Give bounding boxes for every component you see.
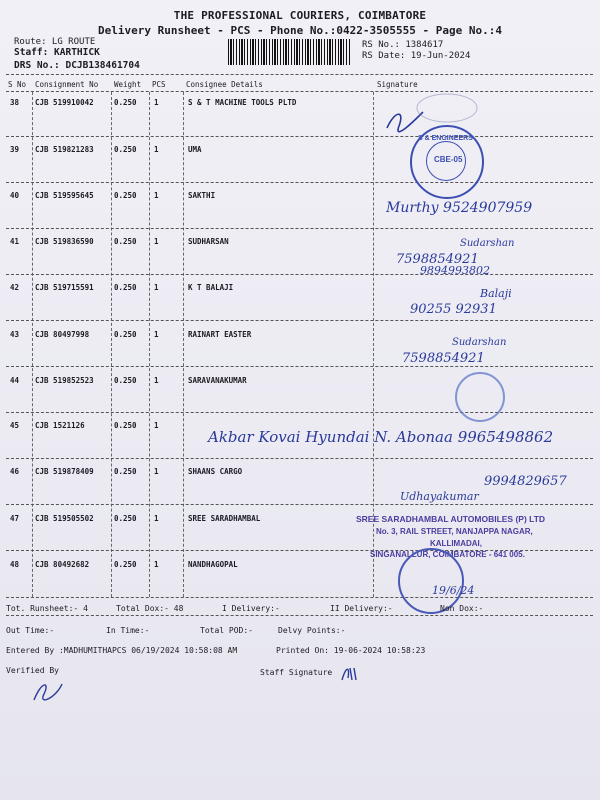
col-pcs: PCS <box>152 80 166 89</box>
seal-text: S & ENGINEERS <box>418 135 473 142</box>
row-weight: 0.250 <box>114 283 137 292</box>
total-dox: Total Dox:- 48 <box>116 604 184 613</box>
row-consignment: CJB 519505502 <box>35 514 94 523</box>
row-consignment: CJB 80497998 <box>35 330 90 339</box>
row-rule <box>6 274 593 275</box>
col-divider <box>111 92 112 597</box>
row-sno: 45 <box>10 421 20 430</box>
row-pcs: 1 <box>154 376 159 385</box>
row-weight: 0.250 <box>114 560 137 569</box>
row-sno: 46 <box>10 467 20 476</box>
address-stamp-line3: KALLIMADAI, <box>430 539 482 548</box>
row-consignee: SHAANS CARGO <box>188 467 243 476</box>
row-consignment: CJB 1521126 <box>35 421 85 430</box>
staff-label: Staff: KARTHICK <box>14 47 100 58</box>
row-consignee: SUDHARSAN <box>188 237 229 246</box>
col-weight: Weight <box>114 80 142 89</box>
row-sno: 42 <box>10 283 20 292</box>
row-consignment: CJB 519910042 <box>35 98 94 107</box>
signature-r45: Akbar Kovai Hyundai N. Abonaa 9965498862 <box>208 428 554 446</box>
company-name: THE PROFESSIONAL COURIERS, COIMBATORE <box>173 9 427 22</box>
row-pcs: 1 <box>154 330 159 339</box>
table-bottom-rule <box>6 597 593 598</box>
row-rule <box>6 136 593 137</box>
signature-r46-name: Udhayakumar <box>400 490 479 503</box>
address-stamp-line2: No. 3, RAIL STREET, NANJAPPA NAGAR, <box>376 527 533 536</box>
row-consignee: SARAVANAKUMAR <box>188 376 247 385</box>
signature-r48: 19/6/24 <box>432 584 475 597</box>
ii-delivery: II Delivery:- <box>330 604 393 613</box>
in-time: In Time:- <box>106 626 150 635</box>
col-consignment: Consignment No <box>35 80 99 89</box>
row-consignment: CJB 80492682 <box>35 560 90 569</box>
row-weight: 0.250 <box>114 191 137 200</box>
tot-runsheet: Tot. Runsheet:- 4 <box>6 604 88 613</box>
row-weight: 0.250 <box>114 145 137 154</box>
col-divider <box>32 92 33 597</box>
col-divider <box>183 92 184 597</box>
row-consignment: CJB 519715591 <box>35 283 94 292</box>
row-consignee: SREE SARADHAMBAL <box>188 514 261 523</box>
non-dox: Non Dox:- <box>440 604 484 613</box>
row-weight: 0.250 <box>114 421 137 430</box>
footer-rule <box>6 615 593 616</box>
out-time: Out Time:- <box>6 626 55 635</box>
row-rule <box>6 182 593 183</box>
row-pcs: 1 <box>154 237 159 246</box>
row-consignee: SAKTHI <box>188 191 216 200</box>
row-pcs: 1 <box>154 514 159 523</box>
col-sno: S No <box>8 80 27 89</box>
row-sno: 38 <box>10 98 20 107</box>
row-pcs: 1 <box>154 191 159 200</box>
row-rule <box>6 228 593 229</box>
total-pod: Total POD:- <box>200 626 253 635</box>
row-sno: 48 <box>10 560 20 569</box>
col-divider <box>149 92 150 597</box>
table-header-rule <box>6 91 593 92</box>
row-pcs: 1 <box>154 560 159 569</box>
drs-number: DRS No.: DCJB138461704 <box>14 60 140 71</box>
row-pcs: 1 <box>154 421 159 430</box>
row-rule <box>6 320 593 321</box>
entered-by: Entered By :MADHUMITHAPCS 06/19/2024 10:58:08 AM <box>6 646 238 655</box>
row-sno: 40 <box>10 191 20 200</box>
row-weight: 0.250 <box>114 376 137 385</box>
row-sno: 41 <box>10 237 20 246</box>
signature-r43-name: Sudarshan <box>452 337 507 348</box>
row-sno: 43 <box>10 330 20 339</box>
signature-r46-phone: 9994829657 <box>484 474 567 489</box>
row-consignee: S & T MACHINE TOOLS PLTD <box>188 98 297 107</box>
row-consignee: UMA <box>188 145 202 154</box>
row-pcs: 1 <box>154 145 159 154</box>
rs-number: RS No.: 1384617 <box>362 40 444 50</box>
row-consignment: CJB 519852523 <box>35 376 94 385</box>
col-signature: Signature <box>377 80 418 89</box>
row-consignment: CJB 519878409 <box>35 467 94 476</box>
company-seal-stamp <box>410 125 484 199</box>
verified-by: Verified By <box>6 666 59 675</box>
staff-signature-label: Staff Signature <box>260 668 333 677</box>
row-consignment: CJB 519595645 <box>35 191 94 200</box>
row-rule <box>6 504 593 505</box>
signature-r41-phone2: 9894993802 <box>420 264 490 277</box>
verified-signature-mark <box>28 676 68 706</box>
row-weight: 0.250 <box>114 514 137 523</box>
row-pcs: 1 <box>154 98 159 107</box>
col-consignee: Consignee Details <box>186 80 263 89</box>
row-consignment: CJB 519821283 <box>35 145 94 154</box>
row-weight: 0.250 <box>114 467 137 476</box>
barcode <box>228 39 350 65</box>
row-pcs: 1 <box>154 283 159 292</box>
signature-r41-phone: 7598854921 <box>396 252 479 267</box>
signature-r43-phone: 7598854921 <box>402 351 485 366</box>
row-consignment: CJB 519836590 <box>35 237 94 246</box>
i-delivery: I Delivery:- <box>222 604 280 613</box>
row-weight: 0.250 <box>114 98 137 107</box>
address-stamp-line4: SINGANALLUR, COIMBATORE - 641 005. <box>370 550 525 559</box>
route-label: Route: LG ROUTE <box>14 37 96 47</box>
signature-r40: Murthy 9524907959 <box>386 200 533 216</box>
address-stamp-line1: SREE SARADHAMBAL AUTOMOBILES (P) LTD <box>356 514 546 524</box>
row-sno: 47 <box>10 514 20 523</box>
row-weight: 0.250 <box>114 237 137 246</box>
row-consignee: K T BALAJI <box>188 283 234 292</box>
row-rule <box>6 412 593 413</box>
runsheet-title: Delivery Runsheet - PCS - Phone No.:0422-3505555 - Page No.:4 <box>98 24 502 37</box>
rs-date: RS Date: 19-Jun-2024 <box>362 51 471 61</box>
delvy-points: Delvy Points:- <box>278 626 346 635</box>
signature-r42-phone: 90255 92931 <box>410 302 497 317</box>
row-weight: 0.250 <box>114 330 137 339</box>
row-sno: 39 <box>10 145 20 154</box>
signature-r42-name: Balaji <box>480 287 512 300</box>
printed-on: Printed On: 19-06-2024 10:58:23 <box>276 646 426 655</box>
row-rule <box>6 366 593 367</box>
row-sno: 44 <box>10 376 20 385</box>
row-consignee: RAINART EASTER <box>188 330 252 339</box>
row-consignee: NANDHAGOPAL <box>188 560 238 569</box>
staff-signature-mark <box>338 664 362 684</box>
round-stamp <box>455 372 505 422</box>
table-top-rule <box>6 74 593 75</box>
row-pcs: 1 <box>154 467 159 476</box>
row-rule <box>6 458 593 459</box>
signature-r41-name: Sudarshan <box>460 238 515 249</box>
seal-text: CBE-05 <box>434 155 463 164</box>
